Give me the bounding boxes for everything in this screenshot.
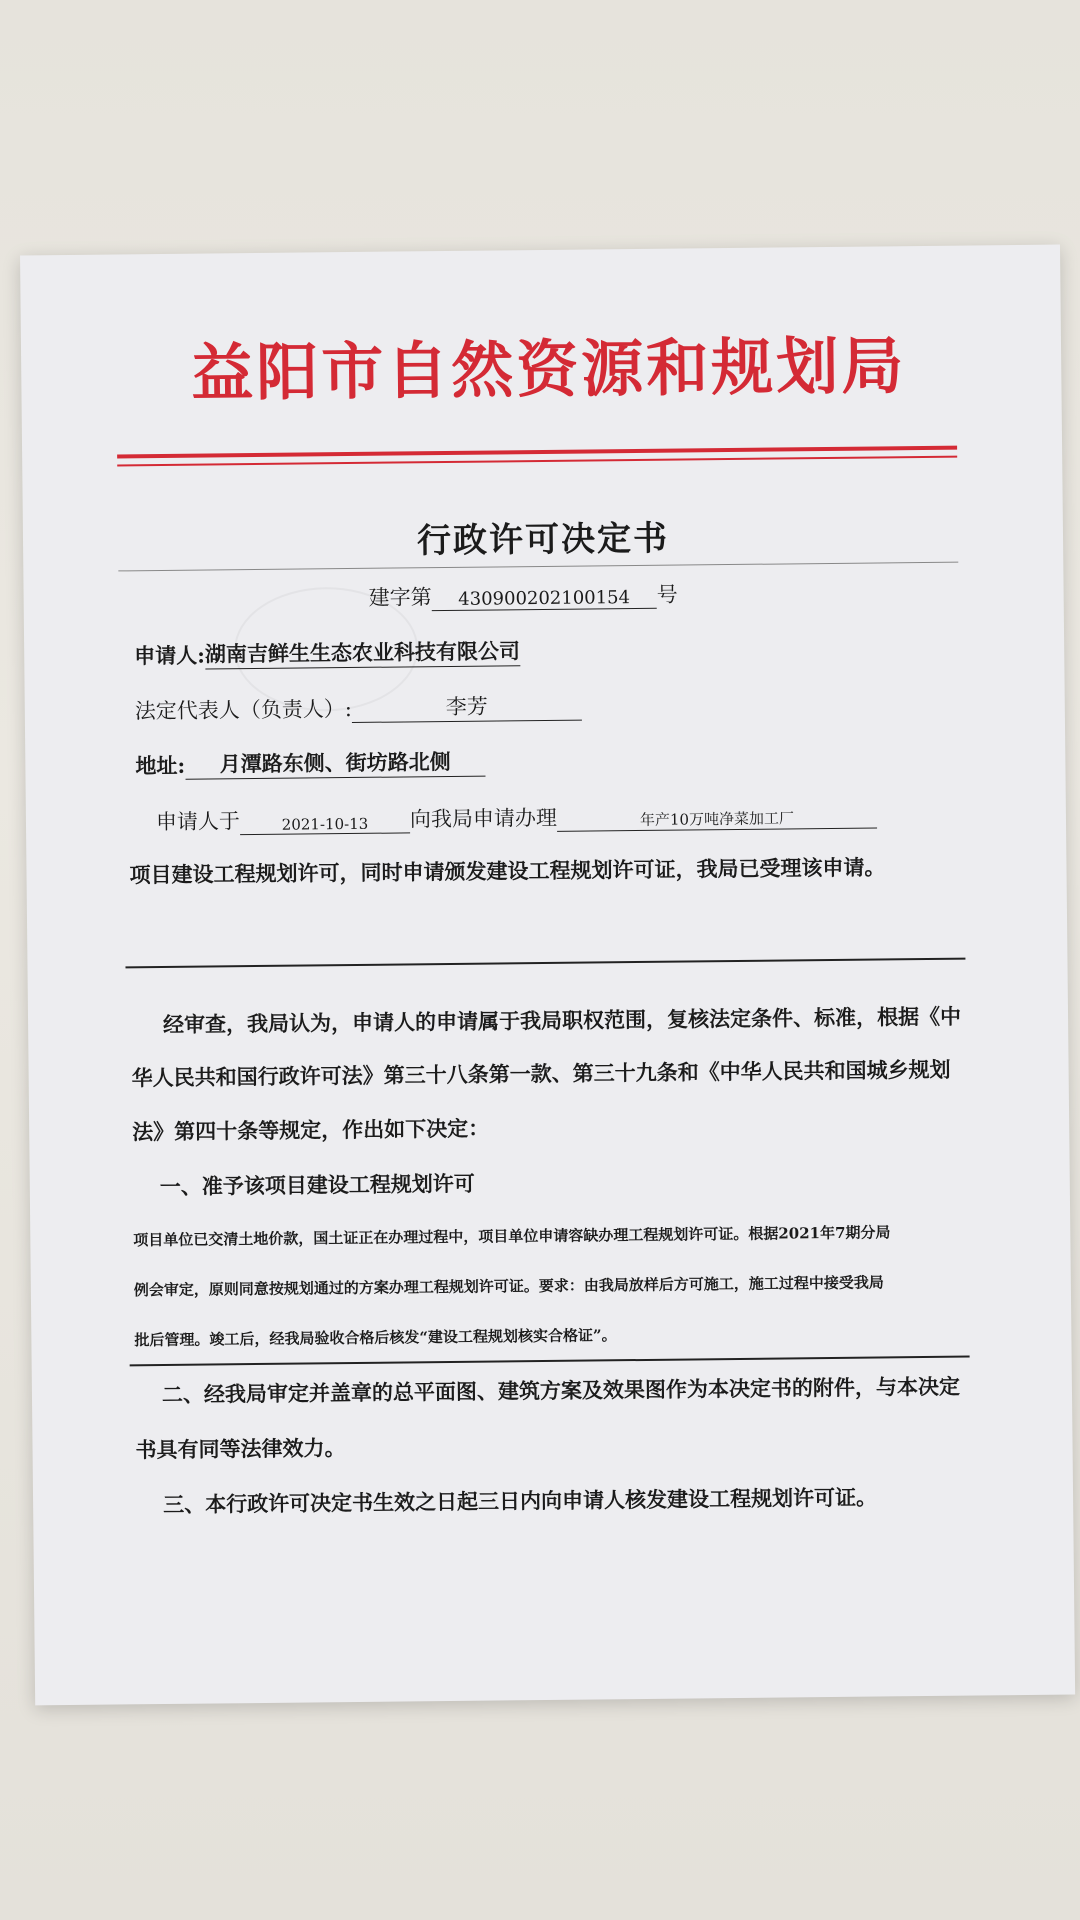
review-paragraph-line: 经审查，我局认为，申请人的申请属于我局职权范围，复核法定条件、标准，根据《中	[162, 1003, 962, 1037]
application-date: 2021-10-13	[240, 814, 410, 835]
item-divider	[130, 1356, 970, 1366]
document-page	[20, 245, 1075, 1706]
document-title: 行政许可决定书	[416, 518, 670, 562]
letterhead-title: 益阳市自然资源和规划局	[190, 329, 907, 410]
application-prefix: 申请人于	[155, 809, 241, 835]
address-row	[135, 746, 485, 781]
decision-item-1-line: 例会审定，原则同意按规划通过的方案办理工程规划许可证。要求：由我局放样后方可施工，施工过程中接受我局	[133, 1273, 884, 1300]
application-statement: 项目建设工程规划许可，同时申请颁发建设工程规划许可证，我局已受理该申请。	[129, 854, 886, 888]
letterhead-rule-thin	[117, 456, 957, 466]
review-paragraph-line: 法》第四十条等规定，作出如下决定：	[132, 1115, 490, 1145]
applicant-row	[134, 635, 520, 670]
application-row	[156, 799, 877, 837]
decision-item-2-line: 书具有同等法律效力。	[135, 1435, 346, 1463]
legal-representative-row	[135, 690, 582, 726]
decision-item-2-line: 二、经我局审定并盖章的总平面图、建筑方案及效果图作为本决定书的附件，与本决定	[161, 1373, 961, 1408]
address-value: 月潭路东侧、街坊路北侧	[185, 746, 485, 780]
permit-number: 430900202100154	[432, 587, 657, 611]
section-divider	[125, 958, 965, 968]
applicant-name: 湖南吉鲜生生态农业科技有限公司	[205, 635, 520, 669]
permit-suffix: 号	[656, 582, 678, 607]
project-name: 年产10万吨净菜加工厂	[557, 807, 877, 832]
decision-item-3-line: 三、本行政许可决定书生效之日起三日内向申请人核发建设工程规划许可证。	[162, 1484, 878, 1518]
address-label: 地址:	[135, 752, 186, 779]
application-middle: 向我局申请办理	[409, 805, 558, 832]
legal-representative-name: 李芳	[352, 690, 582, 723]
review-paragraph-line: 华人民共和国行政许可法》第三十八条第一款、第三十九条和《中华人民共和国城乡规划	[131, 1056, 951, 1091]
permit-number-row	[368, 579, 677, 612]
decision-item-1-line: 批后管理。竣工后，经我局验收合格后核发“建设工程规划核实合格证”。	[134, 1326, 617, 1350]
decision-item-1-line: 项目单位已交清土地价款，国土证正在办理过程中，项目单位申请容缺办理工程规划许可证。根据2021年7期分局	[133, 1223, 891, 1250]
legal-representative-label: 法定代表人（负责人）:	[134, 696, 352, 724]
permit-prefix: 建字第	[368, 585, 432, 610]
applicant-label: 申请人:	[134, 642, 206, 669]
decision-item-1-heading: 一、准予该项目建设工程规划许可	[159, 1170, 475, 1200]
